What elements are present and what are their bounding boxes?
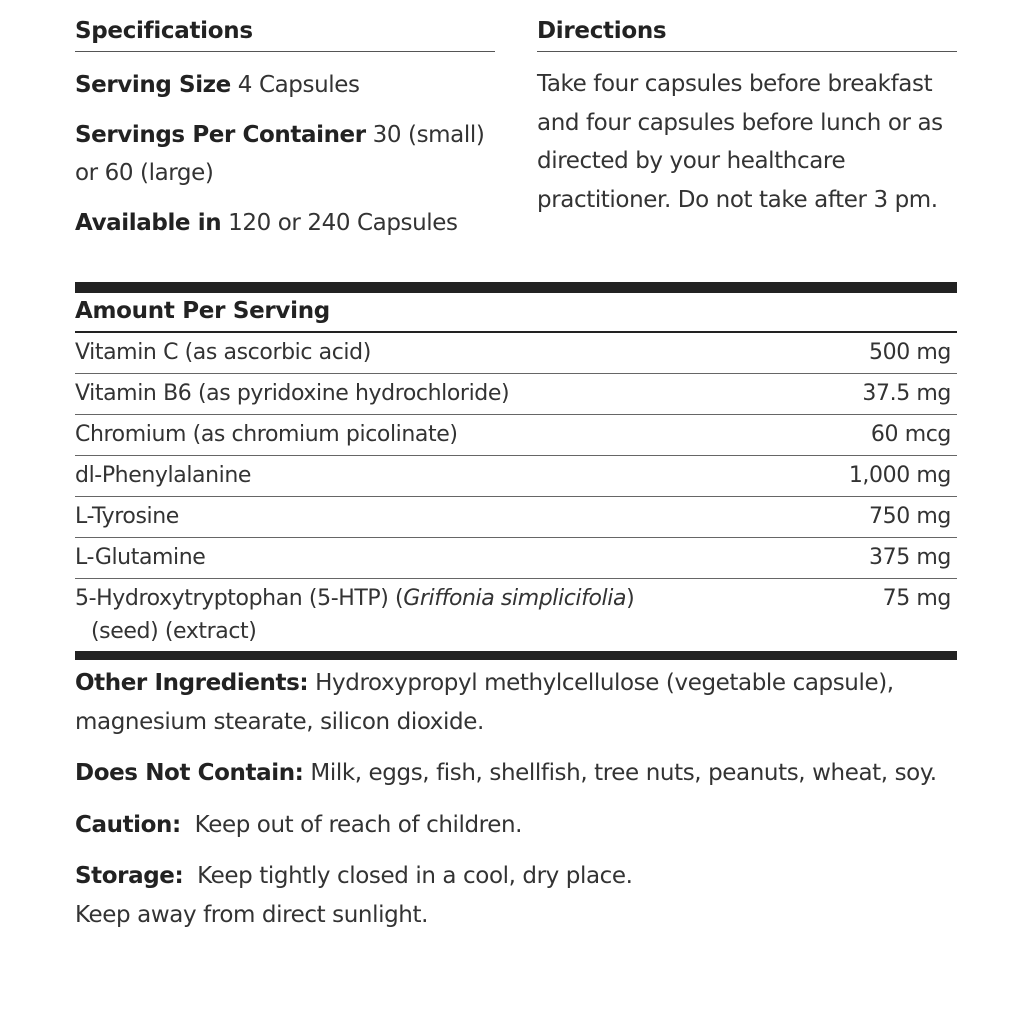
does-not-contain-text: Milk, eggs, fish, shellfish, tree nuts, peanuts, wheat, soy.: [310, 760, 937, 786]
other-ingredients-text: Hydroxypropyl methylcellulose (vegetable capsule), magnesium stearate, silicon dioxide.: [75, 670, 894, 735]
ingredient-name: Vitamin C (as ascorbic acid): [75, 340, 371, 365]
ingredient-amount: 750 mg: [869, 504, 951, 529]
ingredient-amount: 60 mcg: [870, 422, 951, 447]
facts-bottom-rule: [75, 651, 957, 660]
ingredient-name-suffix: ): [626, 586, 635, 611]
top-section: [75, 18, 957, 242]
ingredient-name: Vitamin B6 (as pyridoxine hydrochloride): [75, 381, 510, 406]
does-not-contain-label: Does Not Contain:: [75, 760, 304, 786]
ingredient-botanical-name: Griffonia simplicifolia: [403, 586, 627, 611]
table-row: [75, 333, 957, 374]
ingredient-amount: 375 mg: [869, 545, 951, 570]
servings-per-container-line: [75, 116, 495, 192]
table-row: [75, 456, 957, 497]
supplement-label: [75, 18, 957, 934]
storage-label: Storage:: [75, 863, 184, 889]
ingredient-name: Chromium (as chromium picolinate): [75, 422, 458, 447]
serving-size-value: 4 Capsules: [237, 72, 360, 98]
available-value: 120 or 240 Capsules: [228, 210, 458, 236]
directions-text: Take four capsules before breakfast and four capsules before lunch or as directed by your healthcare practitioner. Do not take after 3 pm.: [537, 71, 943, 213]
ingredient-amount: 75 mg: [882, 586, 951, 611]
table-row: [75, 538, 957, 579]
directions-section: [537, 18, 957, 242]
specifications-section: [75, 18, 495, 242]
serving-size-line: [75, 66, 495, 104]
available-label: Available in: [75, 210, 222, 236]
storage-text-line1: Keep tightly closed in a cool, dry place.: [197, 863, 633, 889]
caution-paragraph: [75, 806, 957, 845]
ingredient-name-prefix: 5-Hydroxytryptophan (5-HTP) (: [75, 586, 404, 611]
serving-size-label: Serving Size: [75, 72, 231, 98]
other-ingredients-paragraph: [75, 664, 957, 741]
ingredient-name-line2: (seed) (extract): [91, 619, 257, 644]
servings-per-container-label: Servings Per Container: [75, 122, 366, 148]
table-row: [75, 497, 957, 538]
does-not-contain-paragraph: [75, 754, 957, 793]
caution-text: Keep out of reach of children.: [194, 811, 523, 838]
ingredient-amount: 37.5 mg: [862, 381, 951, 406]
servings-per-container-value: 30 (small) or 60 (large): [75, 122, 485, 186]
amount-per-serving-heading: Amount Per Serving: [75, 293, 957, 333]
ingredient-name: L-Glutamine: [75, 545, 206, 570]
ingredient-amount: 500 mg: [869, 340, 951, 365]
available-line: [75, 204, 495, 242]
supplement-facts-table: [75, 282, 957, 652]
ingredient-name-line1: [75, 582, 634, 615]
caution-label: Caution:: [75, 811, 181, 838]
ingredient-name: L-Tyrosine: [75, 504, 179, 529]
storage-text-line2: Keep away from direct sunlight.: [75, 901, 428, 928]
directions-heading: Directions: [537, 18, 957, 52]
table-row: [75, 415, 957, 456]
ingredient-amount: 1,000 mg: [848, 463, 951, 488]
ingredient-name: [75, 582, 634, 648]
storage-paragraph: [75, 857, 957, 934]
table-row: [75, 579, 957, 652]
ingredient-name: dl-Phenylalanine: [75, 463, 252, 488]
table-row: [75, 374, 957, 415]
other-ingredients-label: Other Ingredients:: [75, 670, 309, 696]
specifications-heading: Specifications: [75, 18, 495, 52]
